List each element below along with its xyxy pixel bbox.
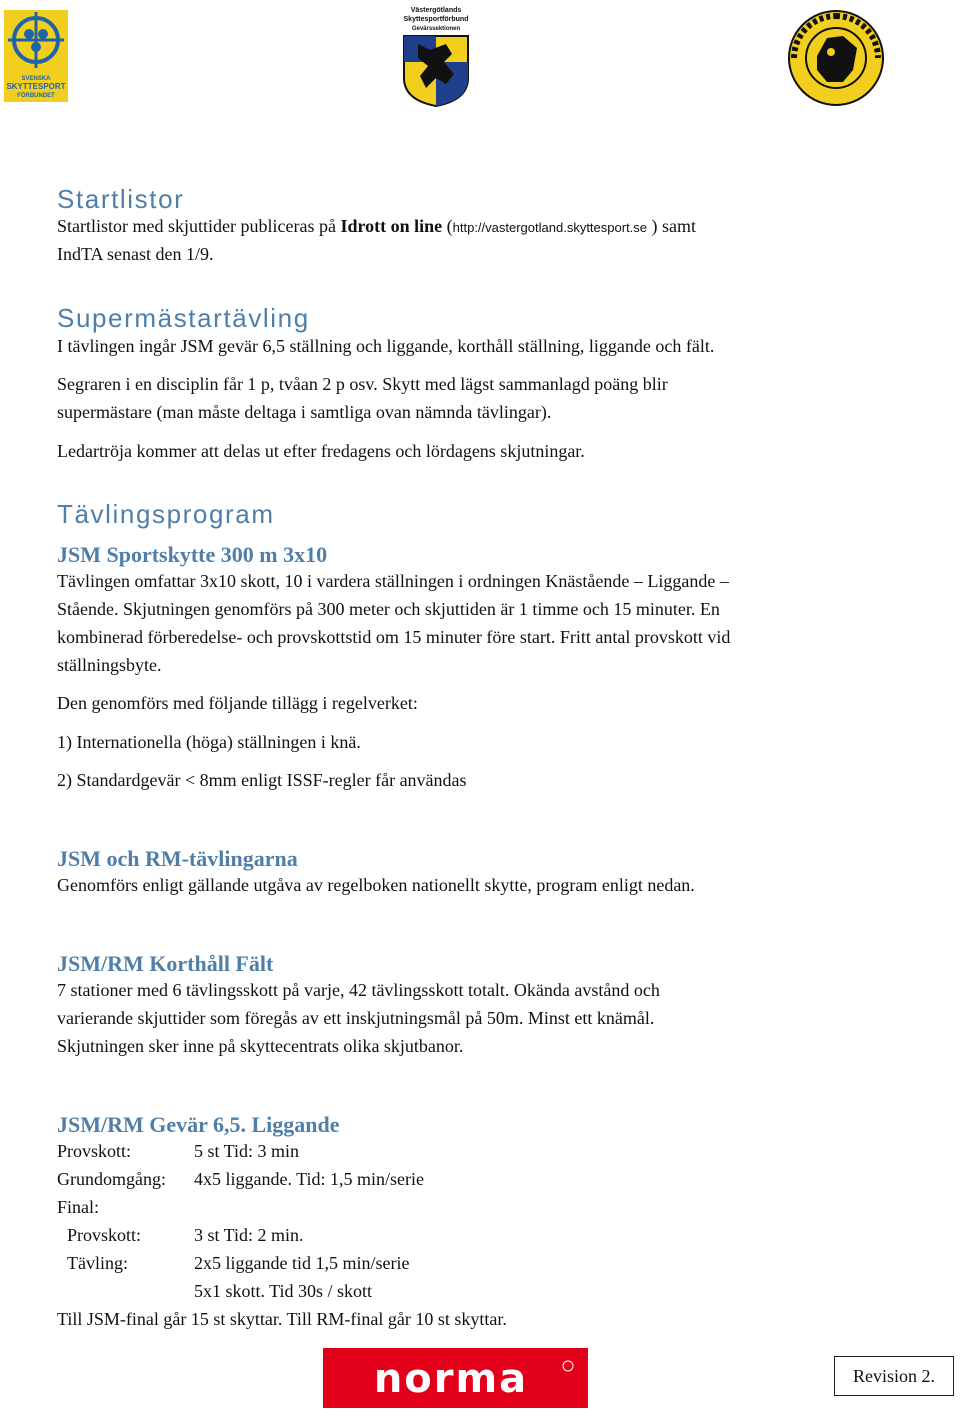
startlistor-text-c: ) samt (647, 216, 697, 236)
svg-text:FÖRBUNDET: FÖRBUNDET (17, 93, 55, 99)
heading-supermastartavling: Supermästartävling (57, 303, 310, 333)
schedule-label: Tävling: (67, 1253, 128, 1273)
heading-startlistor: Startlistor (57, 184, 185, 214)
sportskytte-line: Den genomförs med följande tillägg i regelverket: (57, 693, 418, 713)
schedule-label: Final: (57, 1197, 100, 1217)
supermastar-line: supermästare (man måste deltaga i samtliga ovan nämnda tävlingar). (57, 402, 552, 422)
startlistor-text-a: Startlistor med skjuttider publiceras på (57, 216, 341, 236)
startlistor-url-link[interactable]: http://vastergotland.skyttesport.se (452, 220, 648, 235)
logo-skaraborgs-skytteforbund (787, 8, 885, 108)
startlistor-text-b: ( (442, 216, 453, 236)
final-line: Till JSM-final går 15 st skyttar. Till RM-final går 10 st skyttar. (57, 1309, 507, 1329)
supermastar-line: Segraren i en disciplin får 1 p, tvåan 2 p osv. Skytt med lägst sammanlagd poäng blir (57, 374, 668, 394)
heading-gevar-liggande: JSM/RM Gevär 6,5. Liggande (57, 1112, 340, 1137)
rm-line: Genomförs enligt gällande utgåva av regelboken nationellt skytte, program enligt nedan. (57, 875, 695, 895)
logo-svenska-skyttesport (4, 10, 68, 102)
svg-text:Skyttesportförbund: Skyttesportförbund (403, 16, 469, 23)
heading-korthall-falt: JSM/RM Korthåll Fält (57, 951, 274, 976)
sportskytte-line: 2) Standardgevär < 8mm enligt ISSF-regler får användas (57, 770, 467, 790)
heading-jsm-rm-tavlingarna: JSM och RM-tävlingarna (57, 846, 298, 871)
svg-text:Gevärssektionen: Gevärssektionen (411, 26, 461, 32)
logo-vastergotland (396, 4, 476, 108)
startlistor-paragraph-line1 (57, 215, 696, 239)
schedule-value: 3 st Tid: 2 min. (194, 1225, 304, 1245)
falt-line: Skjutningen sker inne på skyttecentrats olika skjutbanor. (57, 1036, 464, 1056)
sportskytte-line: 1) Internationella (höga) ställningen i knä. (57, 732, 361, 752)
sportskytte-line: Stående. Skjutningen genomförs på 300 meter och skjuttiden är 1 timme och 15 minuter. En (57, 599, 720, 619)
schedule-value: 5x1 skott. Tid 30s / skott (194, 1281, 373, 1301)
startlistor-paragraph-line2: IndTA senast den 1/9. (57, 244, 214, 264)
heading-tavlingsprogram: Tävlingsprogram (57, 499, 275, 529)
schedule-value: 5 st Tid: 3 min (194, 1141, 300, 1161)
sportskytte-line: ställningsbyte. (57, 655, 162, 675)
schedule-value: 4x5 liggande. Tid: 1,5 min/serie (194, 1169, 425, 1189)
sportskytte-line: Tävlingen omfattar 3x10 skott, 10 i vardera ställningen i ordningen Knästående – Liggande – (57, 571, 729, 591)
schedule-label: Provskott: (57, 1141, 132, 1161)
falt-line: varierande skjuttider som föregås av ett inskjutningsmål på 50m. Minst ett knämål. (57, 1008, 655, 1028)
svg-text:SKYTTESPORT: SKYTTESPORT (6, 82, 66, 91)
sportskytte-line: kombinerad förberedelse- och provskottstid om 15 minuter före start. Fritt antal provskott vid (57, 627, 731, 647)
svg-text:SVENSKA: SVENSKA (21, 76, 51, 82)
schedule-label: Provskott: (67, 1225, 142, 1245)
supermastar-line: I tävlingen ingår JSM gevär 6,5 ställning och liggande, korthåll ställning, liggande och fält. (57, 336, 715, 356)
schedule-label: Grundomgång: (57, 1169, 166, 1189)
norma-logo (323, 1348, 588, 1408)
falt-line: 7 stationer med 6 tävlingsskott på varje, 42 tävlingsskott totalt. Okända avstånd och (57, 980, 660, 1000)
idrott-online-text: Idrott on line (340, 216, 443, 236)
revision-box: Revision 2. (834, 1356, 954, 1396)
supermastar-line: Ledartröja kommer att delas ut efter fredagens och lördagens skjutningar. (57, 441, 585, 461)
schedule-value: 2x5 liggande tid 1,5 min/serie (194, 1253, 410, 1273)
heading-jsm-sportskytte: JSM Sportskytte 300 m 3x10 (57, 542, 328, 567)
svg-text:norma: norma (373, 1356, 529, 1402)
svg-text:Västergötlands: Västergötlands (410, 7, 462, 14)
